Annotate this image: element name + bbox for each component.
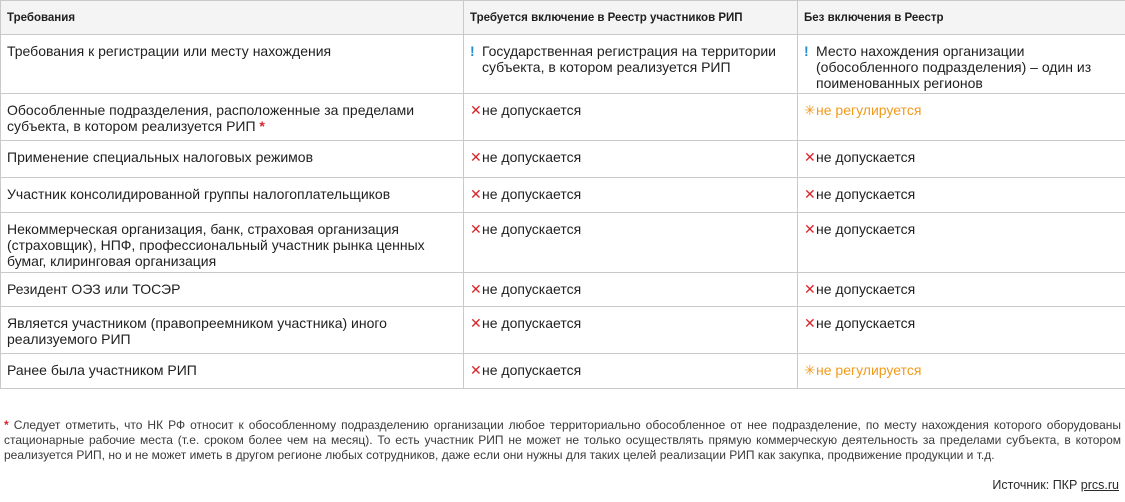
requirement-text: Ранее была участником РИП [7,362,197,378]
cell-requirement [1,178,464,213]
header-requirements: Требования [1,1,464,35]
status-value [470,186,791,202]
cross-icon: ✕ [470,221,482,237]
cell-requirement [1,94,464,141]
cross-icon: ✕ [804,186,816,202]
requirement-text: Требования к регистрации или месту нахождения [7,43,332,59]
asterisk-icon: ✳ [804,102,816,118]
status-text: не допускается [482,149,582,165]
table-row [1,307,1125,354]
source-line [992,478,1119,492]
status-text: не допускается [482,362,582,378]
status-value [804,281,1119,297]
source-label: Источник: ПКР [992,478,1078,492]
status-value [804,102,1119,118]
asterisk-icon: ✳ [804,362,816,378]
status-text: не допускается [816,221,916,237]
requirement-text: Применение специальных налоговых режимов [7,149,314,165]
footnote-text: Следует отметить, что НК РФ относит к обособленному подразделению организации любое территориально обособленное от нее подразделение, по месту нахождения которого оборудованы стационарные рабочие места (т.е. сроком более чем на месяц). То есть участник РИП не может не только осуществлять прямую коммерческую деятельность за пределами субъекта, в котором реализуется РИП, но и не может иметь в другом регионе любых сотрудников, даже если они нужны для таких целей реализации РИП как закупка, продвижение продукции и т.д. [4,418,1121,462]
cell-requirement [1,354,464,389]
status-text: Место нахождения организации (обособленного подразделения) – один из поименованных регионов [816,43,1092,91]
cell-with-registry [464,94,798,141]
footnote-star: * [4,418,9,432]
cell-requirement [1,307,464,354]
cell-with-registry [464,178,798,213]
table-row [1,354,1125,389]
cross-icon: ✕ [804,221,816,237]
status-text: не регулируется [816,362,922,378]
cell-without-registry [798,213,1125,273]
requirement-text: Некоммерческая организация, банк, страховая организация (страховщик), НПФ, профессиональный участник рынка ценных бумаг, клиринговая организация [7,221,425,269]
cross-icon: ✕ [470,281,482,297]
requirement-text: Является участником (правопреемником участника) иного реализуемого РИП [7,315,387,347]
cell-with-registry [464,35,798,94]
cell-with-registry [464,307,798,354]
status-text: не допускается [816,315,916,331]
table-row [1,94,1125,141]
status-value [470,315,791,331]
status-value [804,221,1119,237]
status-value [470,281,791,297]
cross-icon: ✕ [470,186,482,202]
status-value [804,362,1119,378]
cell-requirement [1,35,464,94]
status-text: не допускается [482,281,582,297]
status-value [470,362,791,378]
status-text: Государственная регистрация на территории субъекта, в котором реализуется РИП [482,43,777,75]
source-link[interactable]: prcs.ru [1080,478,1119,492]
cell-with-registry [464,354,798,389]
table-row [1,141,1125,178]
table-header-row [1,1,1125,35]
cell-without-registry [798,141,1125,178]
status-value [470,102,791,118]
cell-without-registry [798,307,1125,354]
requirement-text: Обособленные подразделения, расположенные за пределами субъекта, в котором реализуется РИП [7,102,415,134]
cross-icon: ✕ [470,362,482,378]
cross-icon: ✕ [470,102,482,118]
status-text: не допускается [482,221,582,237]
table-row [1,178,1125,213]
cross-icon: ✕ [804,315,816,331]
cell-without-registry [798,94,1125,141]
cell-with-registry [464,141,798,178]
cell-without-registry [798,354,1125,389]
cell-without-registry [798,178,1125,213]
status-text: не допускается [482,102,582,118]
status-value [804,43,1119,91]
table-row [1,35,1125,94]
status-text: не допускается [816,281,916,297]
status-value [470,43,791,75]
cross-icon: ✕ [804,149,816,165]
status-text: не допускается [816,186,916,202]
status-text: не допускается [482,315,582,331]
cell-with-registry [464,273,798,307]
cell-with-registry [464,213,798,273]
footnote [4,418,1121,463]
status-value [470,221,791,237]
footnote-marker: * [259,118,265,134]
status-value [470,149,791,165]
cell-requirement [1,213,464,273]
table-row [1,273,1125,307]
cell-without-registry [798,35,1125,94]
status-value [804,186,1119,202]
cell-requirement [1,273,464,307]
cross-icon: ✕ [470,315,482,331]
cross-icon: ✕ [804,281,816,297]
header-with-registry: Требуется включение в Реестр участников РИП [464,1,798,35]
exclamation-icon: ! [470,43,475,59]
header-without-registry: Без включения в Реестр [798,1,1125,35]
cell-requirement [1,141,464,178]
status-text: не допускается [816,149,916,165]
cell-without-registry [798,273,1125,307]
exclamation-icon: ! [804,43,809,59]
status-text: не регулируется [816,102,922,118]
requirement-text: Участник консолидированной группы налогоплательщиков [7,186,391,202]
requirement-text: Резидент ОЭЗ или ТОСЭР [7,281,181,297]
status-text: не допускается [482,186,582,202]
status-value [804,149,1119,165]
table-row [1,213,1125,273]
cross-icon: ✕ [470,149,482,165]
status-value [804,315,1119,331]
